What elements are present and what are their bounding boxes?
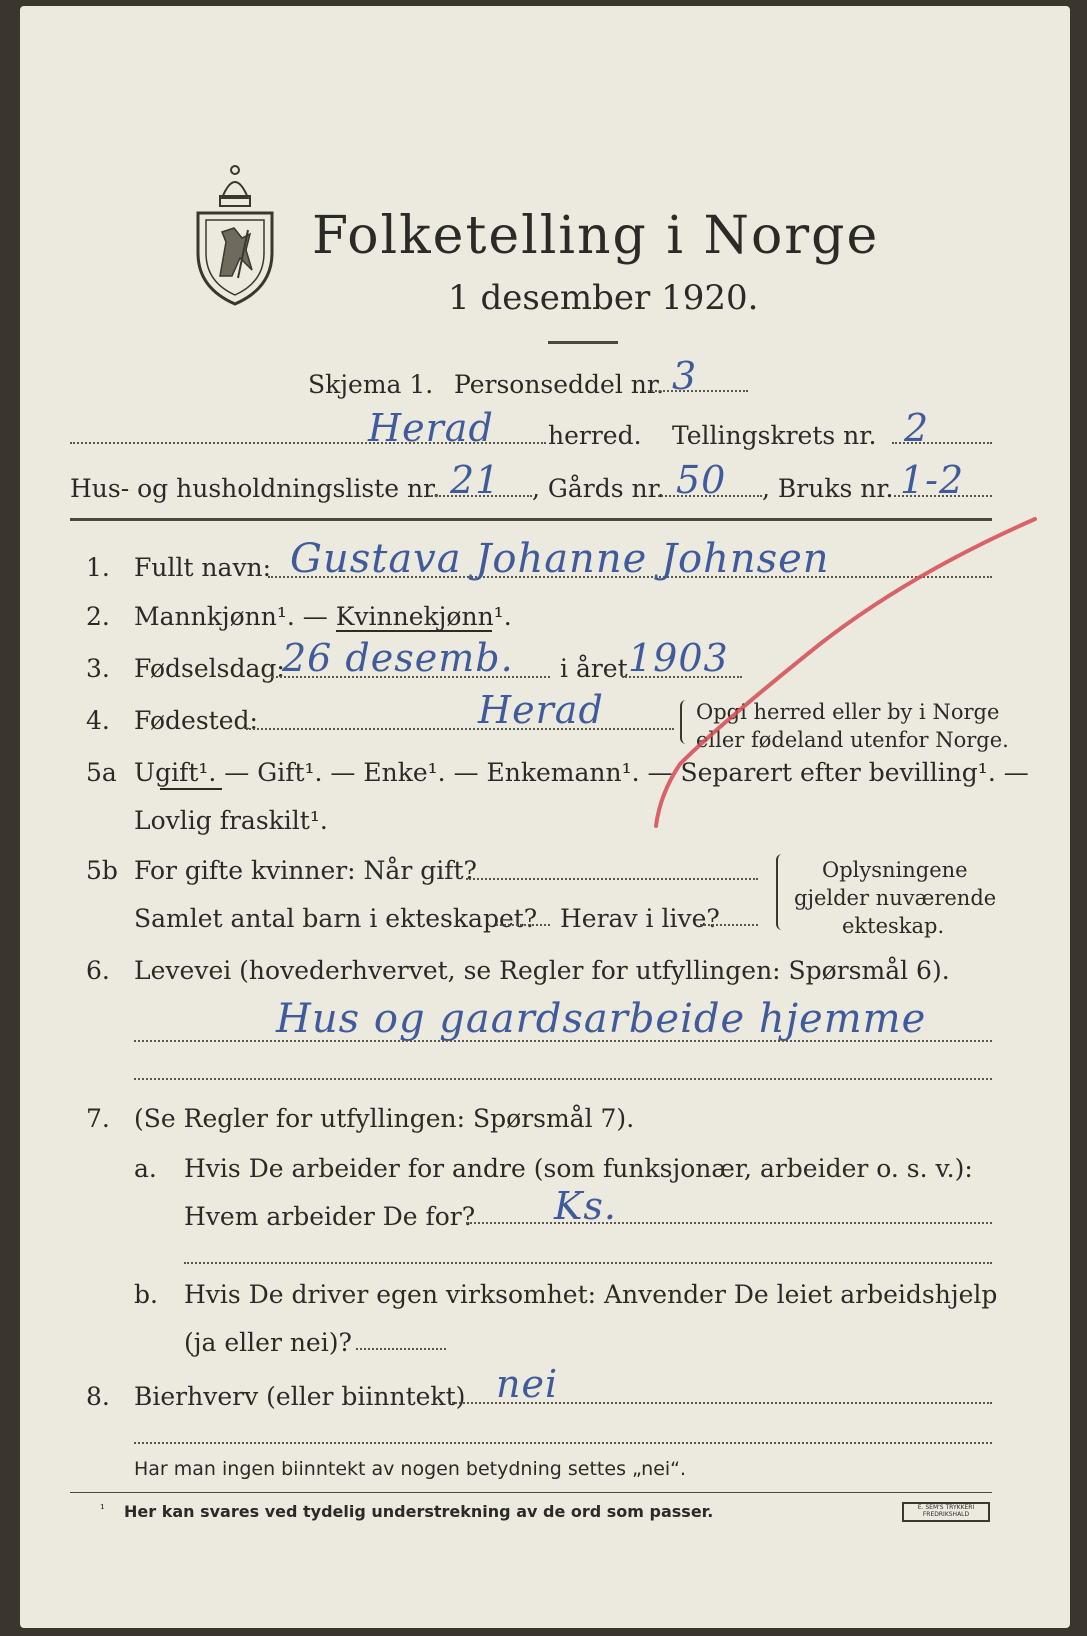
personseddel-value: 3 [672,354,698,398]
q2-underline [336,630,492,632]
title-divider [548,341,618,344]
q8-number: 8. [86,1382,110,1411]
census-form [20,6,1070,1628]
q4-number: 4. [86,706,110,735]
q4-value: Herad [478,688,604,732]
q4-line [246,728,674,730]
q1-number: 1. [86,553,110,582]
personseddel-line [648,390,748,392]
q7a-label: Hvis De arbeider for andre (som funksjonær, arbeider o. s. v.): [184,1154,973,1183]
q3-number: 3. [86,654,110,683]
q6-number: 6. [86,956,110,985]
printer-stamp: E. SEM'S TRYKKERI FREDRIKSHALD [902,1502,990,1522]
q7a-line-2 [184,1262,992,1264]
q5a-label: Ugift¹. — Gift¹. — Enke¹. — Enkemann¹. — Separert efter bevilling¹. — [134,758,1029,787]
footer-note: Har man ingen biinntekt av nogen betydning settes „nei“. [134,1458,687,1480]
tellingskrets-label: Tellingskrets nr. [672,421,877,450]
q5b-brace [776,854,788,930]
q4-note-2: eller fødeland utenfor Norge. [696,728,1009,752]
hus-label: Hus- og husholdningsliste nr. [70,474,441,503]
gards-value: 50 [676,458,727,502]
footnote-mark: ¹ [100,1502,105,1516]
q3-year-label: i året [560,654,628,683]
herred-value: Herad [368,406,494,450]
q3-year: 1903 [628,636,729,680]
footer-separator [70,1492,992,1493]
q7a-number: a. [134,1154,157,1183]
q5b-line [466,878,758,880]
q7-number: 7. [86,1104,110,1133]
q5a-number: 5a [86,758,117,787]
tellingskrets-value: 2 [904,406,930,450]
q5a-label-2: Lovlig fraskilt¹. [134,806,328,835]
q5b-note-1: Oplysningene [822,858,968,882]
form-title: Folketelling i Norge [312,206,880,266]
q7b-label: Hvis De driver egen virksomhet: Anvender De leiet arbeidshjelp [184,1280,998,1309]
q4-note-1: Opgi herred eller by i Norge [696,700,1000,724]
personseddel-label: Personseddel nr. [454,370,665,399]
q7b-line [356,1348,446,1350]
bruks-value: 1-2 [900,458,965,502]
hus-value: 21 [450,458,501,502]
q7-label: (Se Regler for utfyllingen: Spørsmål 7). [134,1104,635,1133]
q6-value: Hus og gaardsarbeide hjemme [276,996,927,1042]
q2-number: 2. [86,602,110,631]
q6-line-2 [134,1078,992,1080]
q7b-number: b. [134,1280,158,1309]
footnote: Her kan svares ved tydelig understrekning av de ord som passer. [124,1502,714,1521]
red-pencil-mark [640,514,1060,844]
q7a-line [466,1222,992,1224]
q7a-label-2: Hvem arbeider De for? [184,1202,476,1231]
q5b-line-3 [700,924,758,926]
q5b-label-3: Herav i live? [560,904,720,933]
q7a-value: Ks. [554,1184,617,1228]
q8-line-2 [134,1442,992,1444]
herred-label: herred. [548,421,642,450]
q5b-label: For gifte kvinner: Når gift? [134,856,477,885]
q6-label: Levevei (hovederhvervet, se Regler for utfyllingen: Spørsmål 6). [134,956,950,985]
q1-value: Gustava Johanne Johnsen [290,536,830,582]
q7b-label-2: (ja eller nei)? [184,1328,352,1357]
q5b-note-2: gjelder nuværende [794,886,997,910]
q2-label: Mannkjønn¹. — Kvinnekjønn¹. [134,602,512,631]
gards-label: , Gårds nr. [532,474,665,503]
schema-label: Skjema 1. [308,370,434,399]
q1-label: Fullt navn: [134,553,272,582]
q4-label: Fødested: [134,706,258,735]
census-date: 1 desember 1920. [448,278,759,318]
q6-line [134,1040,992,1042]
q3-label: Fødselsdag: [134,654,285,683]
q5b-label-2: Samlet antal barn i ekteskapet? [134,904,538,933]
norway-coat-of-arms-icon [192,158,278,308]
q5b-number: 5b [86,856,118,885]
q3-value: 26 desemb. [282,636,514,680]
q5b-note-3: ekteskap. [842,914,945,938]
bruks-label: , Bruks nr. [762,474,894,503]
q8-value: nei [496,1362,559,1406]
q5b-line-2 [496,924,550,926]
q8-label: Bierhverv (eller biinntekt) [134,1382,466,1411]
q5a-underline [160,788,222,790]
